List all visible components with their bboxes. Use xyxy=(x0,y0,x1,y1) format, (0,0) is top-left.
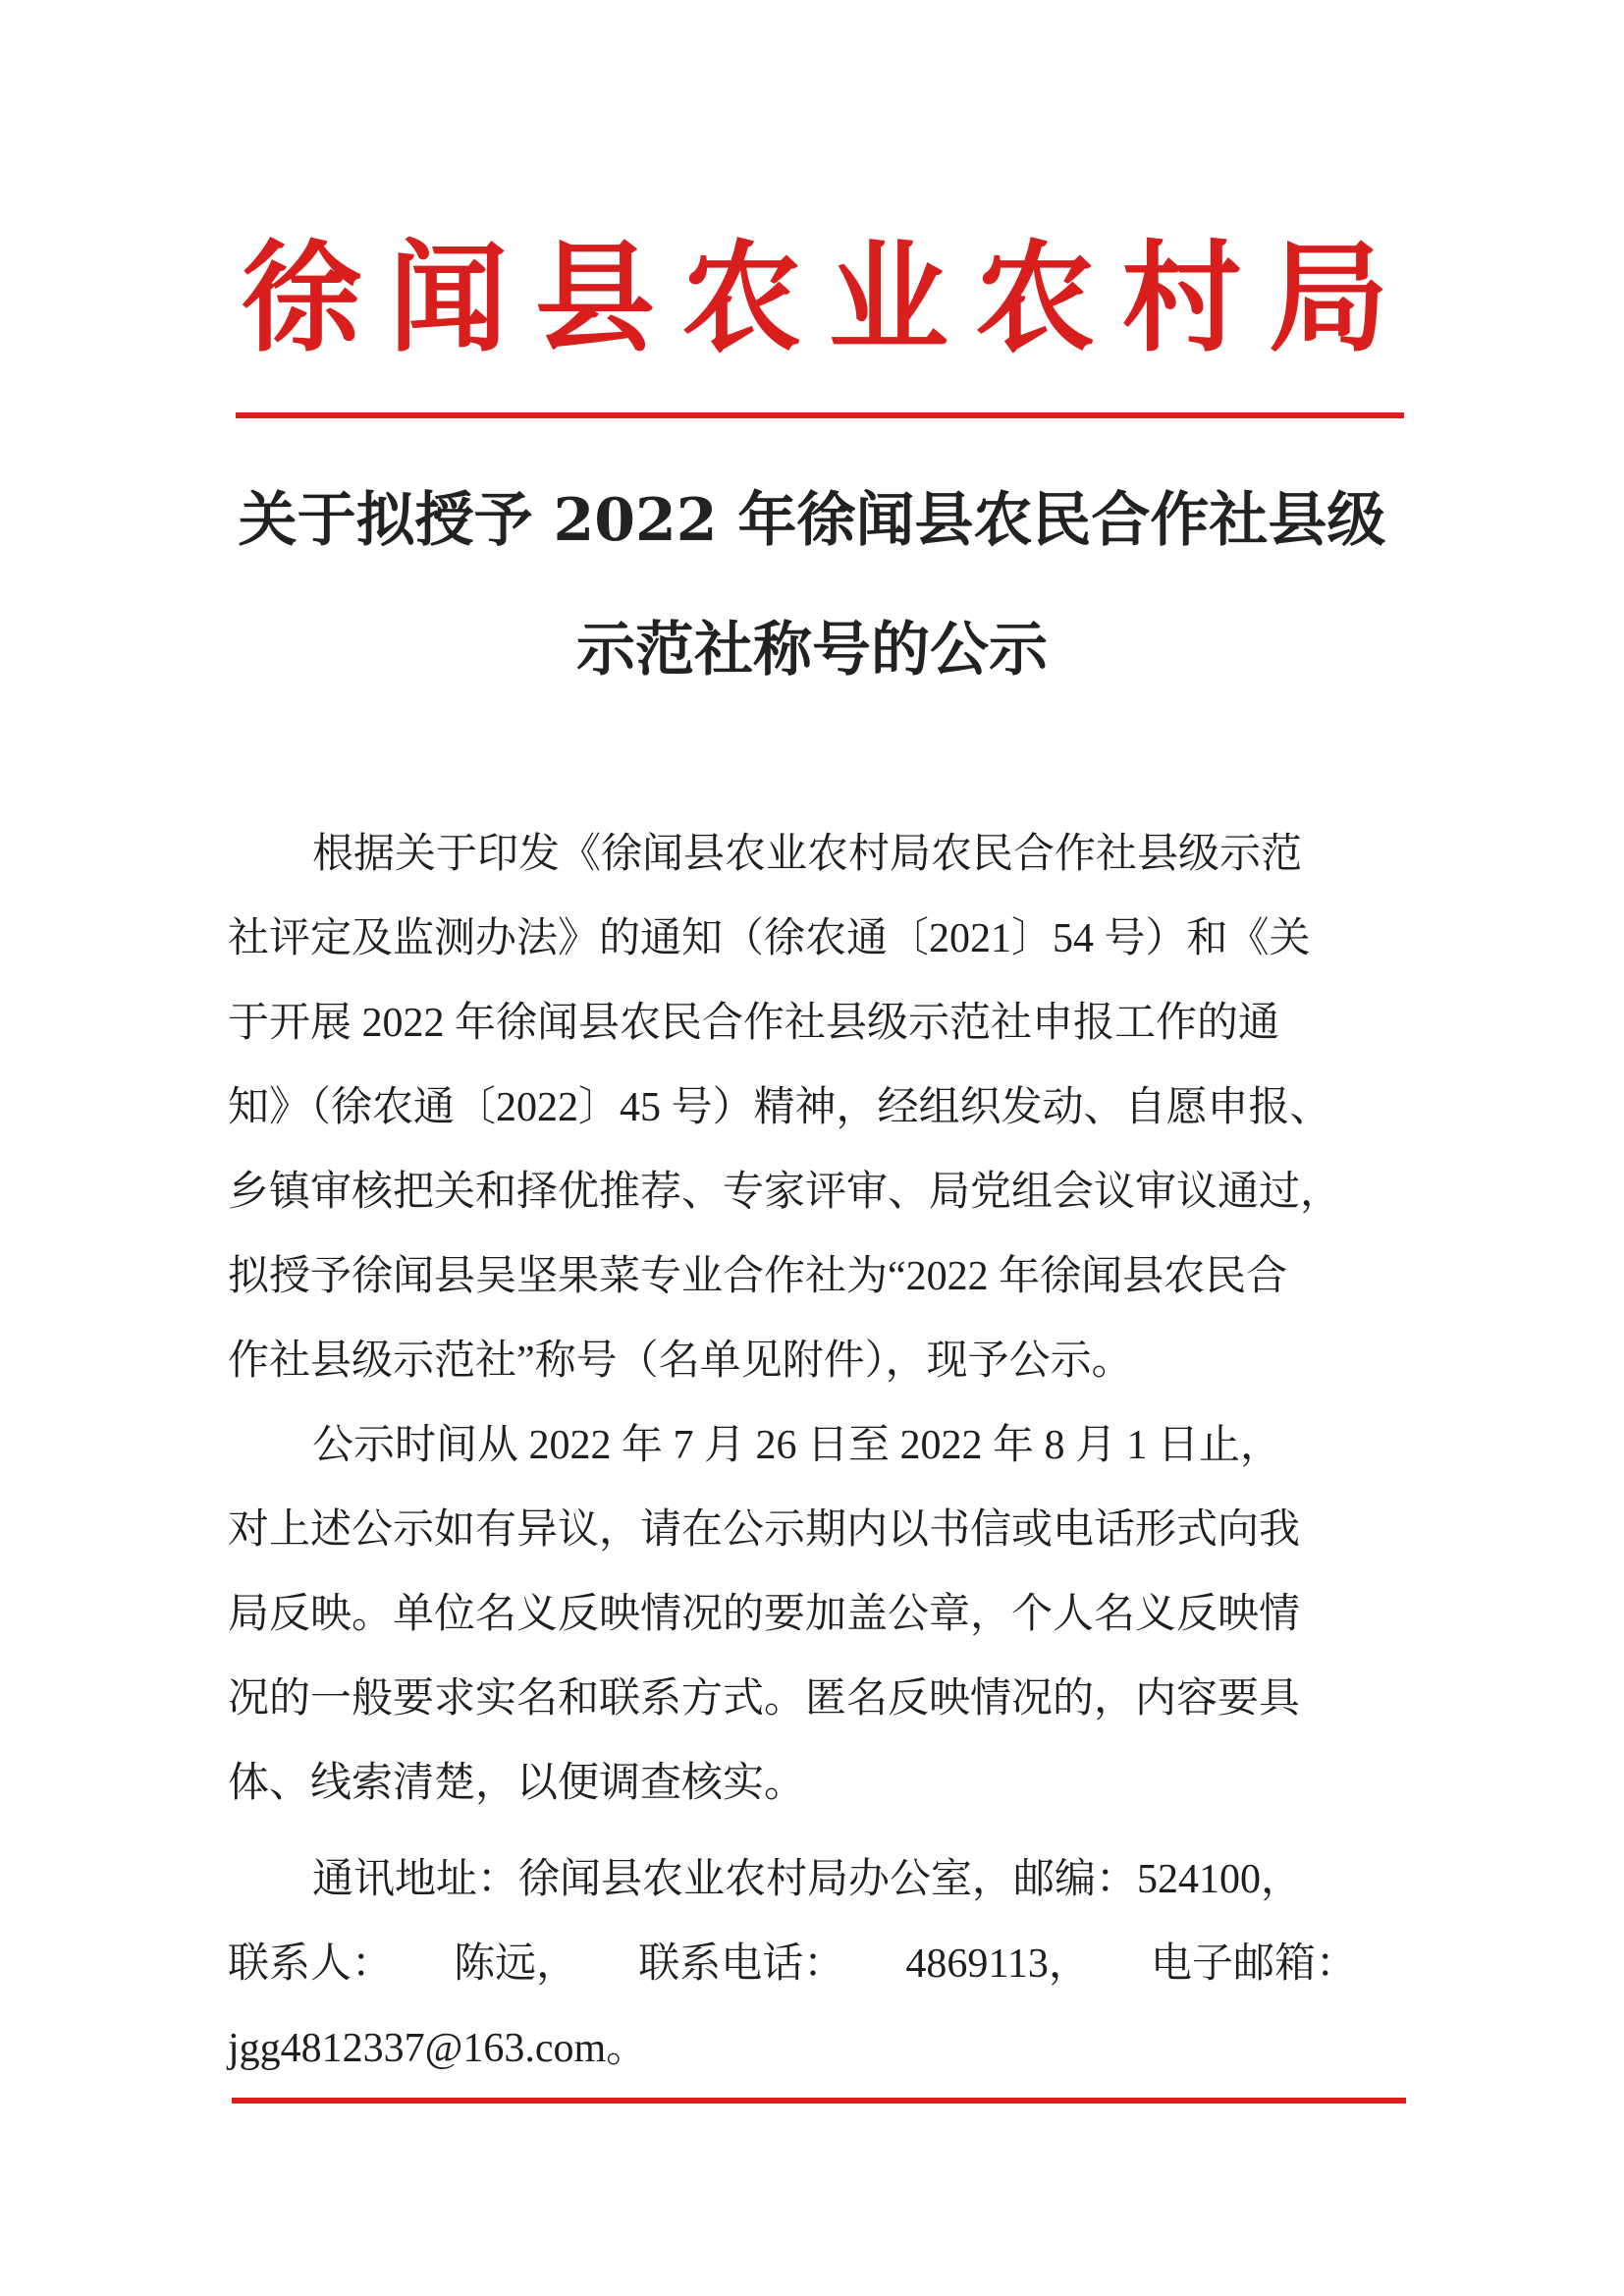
contact-address-line: 通讯地址：徐闻县农业农村局办公室，邮编：524100， xyxy=(312,1857,1303,1902)
contact-email-line: jgg4812337@163.com。 xyxy=(228,2026,648,2071)
body-text-line: 对上述公示如有异议，请在公示期内以书信或电话形式向我 xyxy=(228,1507,1301,1553)
contact-person-label: 联系人： xyxy=(228,1941,394,1987)
red-header-divider xyxy=(236,412,1404,418)
body-text-line: 况的一般要求实名和联系方式。匿名反映情况的，内容要具 xyxy=(228,1676,1301,1722)
body-text-line: 社评定及监测办法》的通知（徐农通〔2021〕54 号）和《关 xyxy=(228,916,1311,961)
body-text-line: 乡镇审核把关和择优推荐、专家评审、局党组会议审议通过， xyxy=(228,1170,1342,1215)
phone-number: 4869113， xyxy=(905,1941,1090,1987)
org-char: 农 xyxy=(681,227,802,368)
red-footer-divider xyxy=(232,2098,1406,2104)
org-char: 闻 xyxy=(388,227,509,368)
body-text-line: 局反映。单位名义反映情况的要加盖公章，个人名义反映情 xyxy=(228,1592,1301,1637)
org-char: 局 xyxy=(1268,227,1388,368)
document-title-line-1: 关于拟授予 2022 年徐闻县农民合作社县级 xyxy=(238,486,1386,555)
org-char: 农 xyxy=(975,227,1096,368)
org-char: 县 xyxy=(534,227,655,368)
email-label: 电子邮箱： xyxy=(1150,1941,1357,1987)
body-text-line: 于开展 2022 年徐闻县农民合作社县级示范社申报工作的通 xyxy=(228,1001,1280,1046)
body-text-line: 根据关于印发《徐闻县农业农村局农民合作社县级示范 xyxy=(312,832,1303,877)
phone-label: 联系电话： xyxy=(638,1941,845,1987)
body-text-line: 体、线索清楚，以便调查核实。 xyxy=(228,1761,806,1806)
body-text-line: 拟授予徐闻县吴坚果菜专业合作社为“2022 年徐闻县农民合 xyxy=(228,1254,1288,1299)
body-text-line: 作社县级示范社”称号（名单见附件），现予公示。 xyxy=(228,1339,1133,1384)
body-text-line: 公示时间从 2022 年 7 月 26 日至 2022 年 8 月 1 日止， xyxy=(312,1423,1282,1468)
document-title-line-2: 示范社称号的公示 xyxy=(576,616,1048,684)
body-text-line: 知》（徐农通〔2022〕45 号）精神，经组织发动、自愿申报、 xyxy=(228,1085,1331,1130)
org-char: 业 xyxy=(828,227,948,368)
contact-info-line xyxy=(228,1935,1357,1994)
org-char: 徐 xyxy=(242,227,361,368)
org-char: 村 xyxy=(1121,227,1242,368)
contact-person-name: 陈远， xyxy=(454,1941,578,1987)
issuing-organization-header xyxy=(236,224,1394,371)
